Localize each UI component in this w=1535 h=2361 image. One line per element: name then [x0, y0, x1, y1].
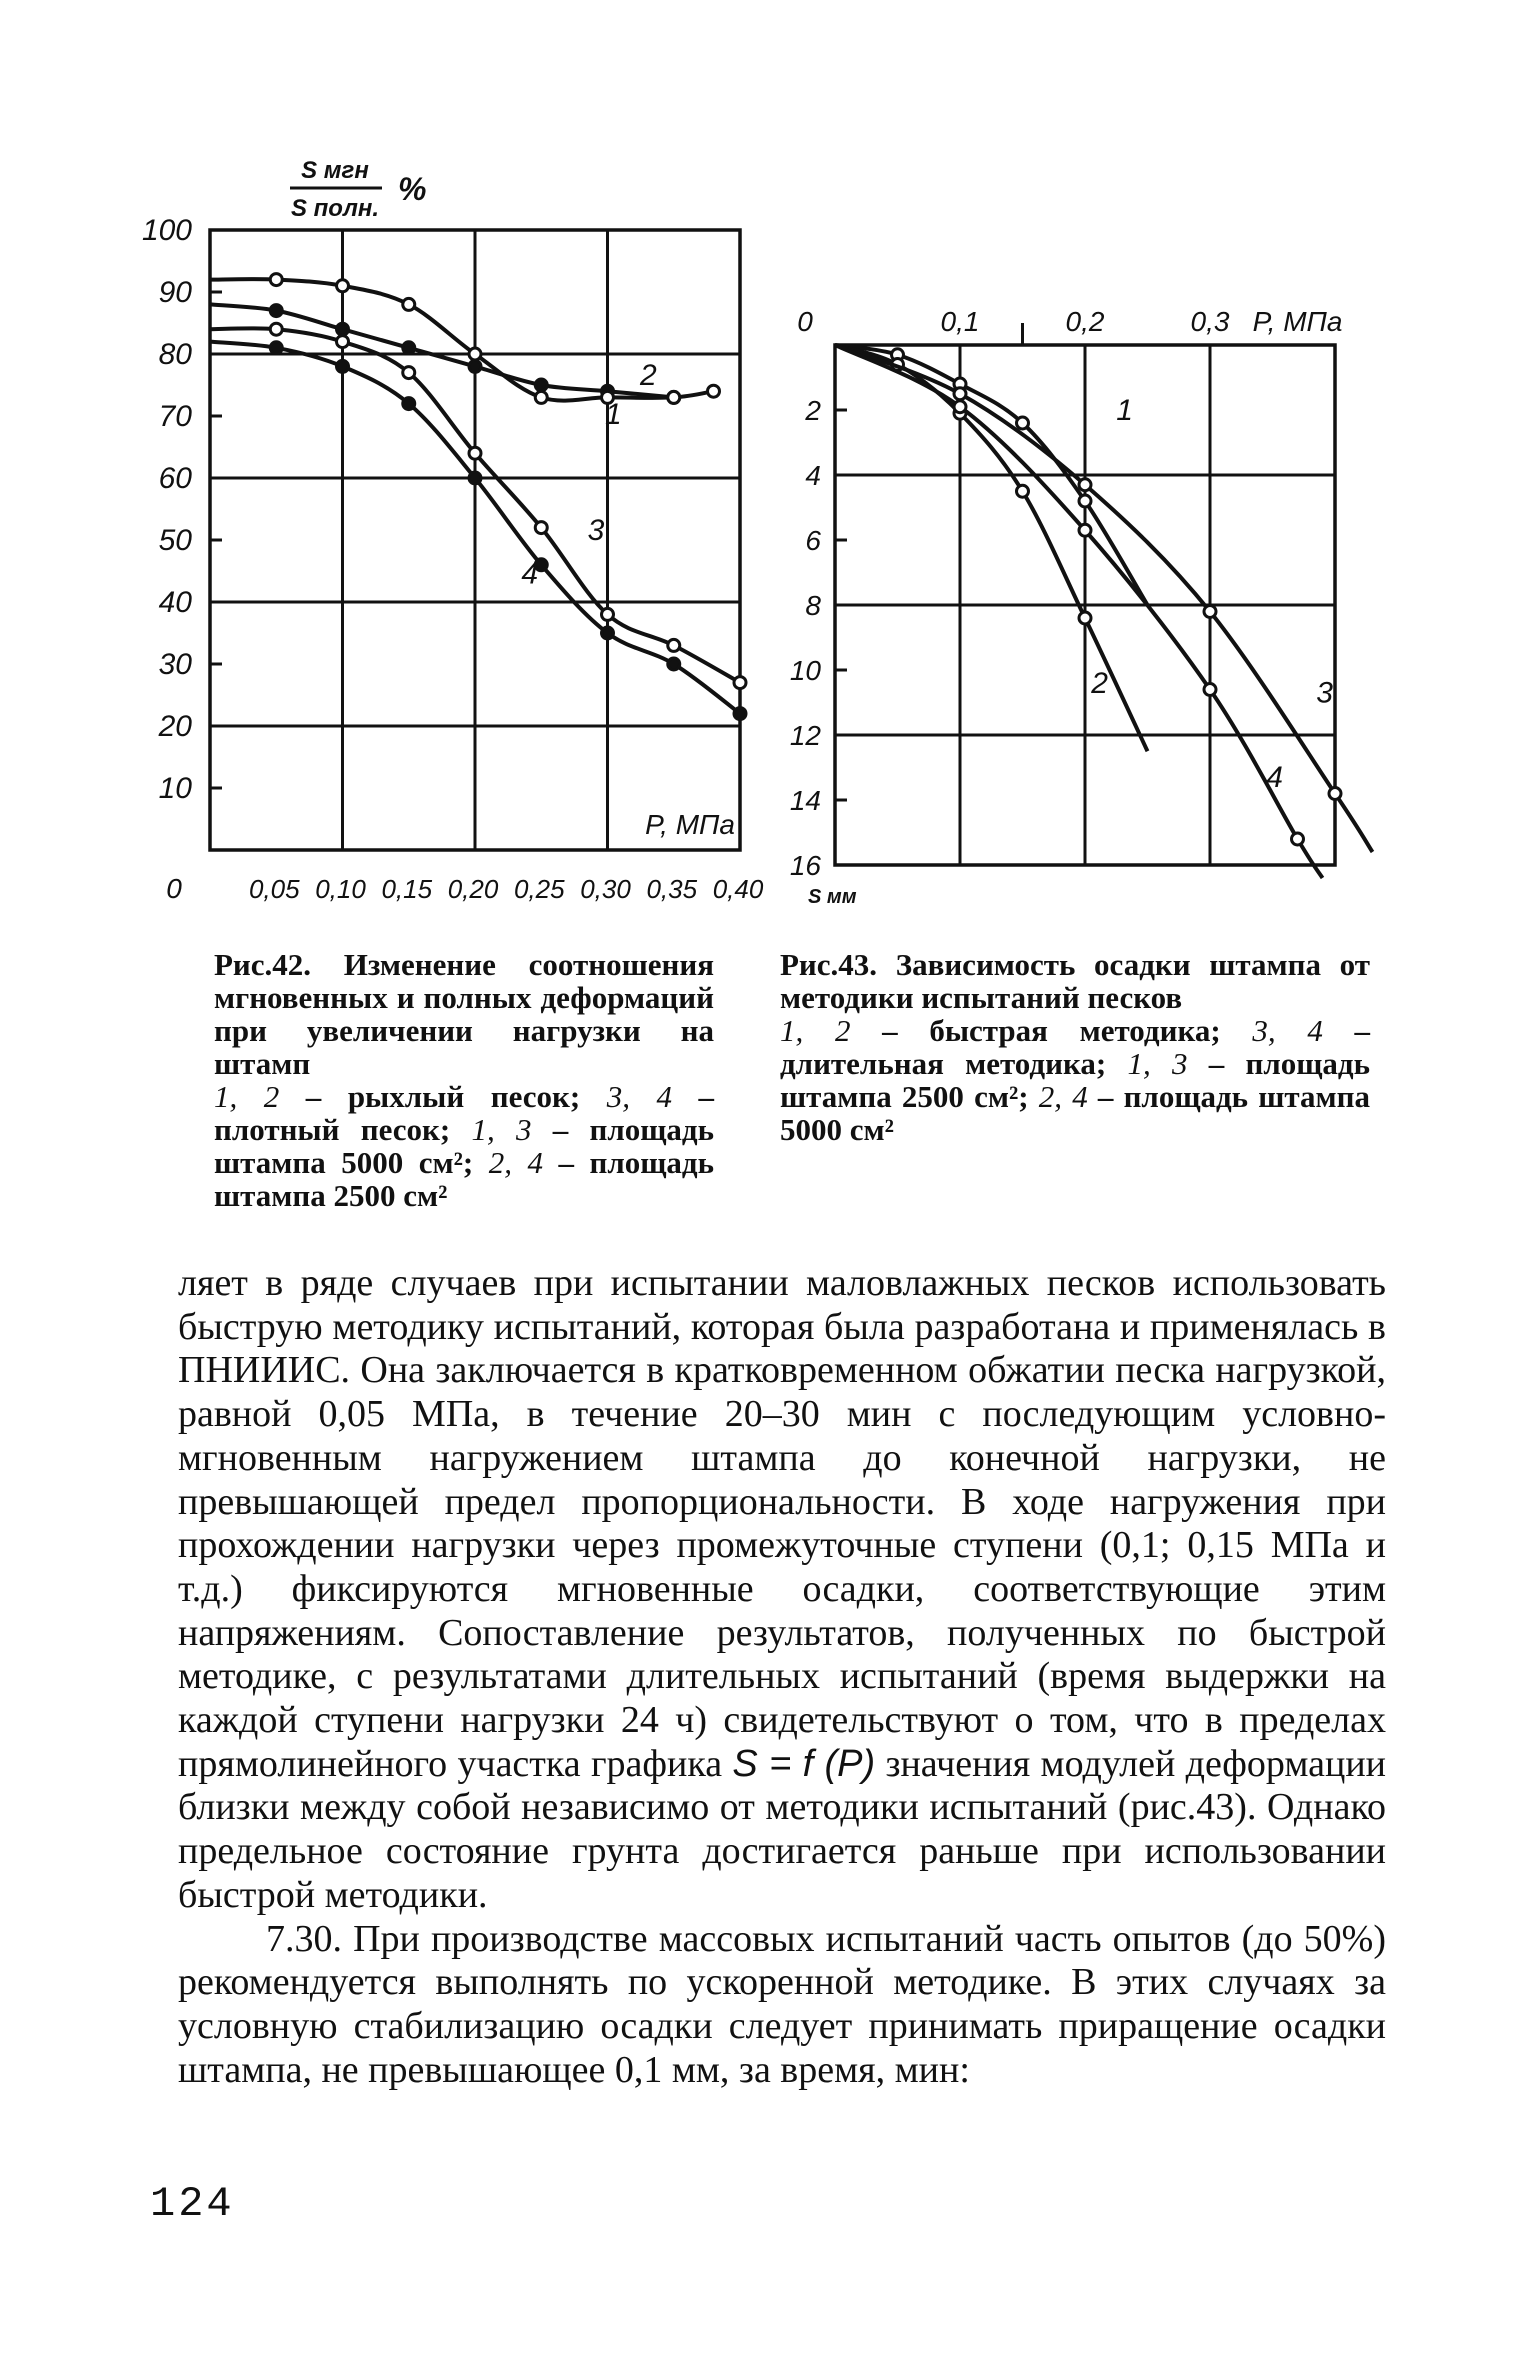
figure-43-labels: [790, 306, 1343, 908]
data-point-3: [602, 608, 614, 620]
data-point-4: [469, 472, 481, 484]
legend-text: – площадь штампа 5000 см²;: [214, 1112, 715, 1180]
legend-ref: 2, 4: [488, 1145, 543, 1180]
x-axis-label: P, МПа: [645, 809, 735, 840]
legend-text: – площадь штампа 5000 см²: [780, 1079, 1371, 1147]
figure-43-curves: [835, 345, 1373, 878]
figure-43-chart: [780, 295, 1410, 915]
data-point-1: [1079, 495, 1091, 507]
data-point-1: [1017, 417, 1029, 429]
x-tick-label: 0,3: [1190, 306, 1230, 337]
figure-42-caption: [214, 948, 714, 1212]
data-point-1: [403, 342, 415, 354]
origin-label: 0: [166, 873, 182, 904]
y-tick-label: 10: [789, 655, 821, 686]
curve-3: [835, 345, 1373, 852]
curve-4: [835, 345, 1323, 878]
curve-label-2: 2: [640, 359, 657, 392]
data-point-3: [668, 639, 680, 651]
figure-43-caption: [780, 948, 1370, 1146]
legend-text: – площадь штампа 2500 см²: [214, 1145, 714, 1213]
x-tick-label: 0,20: [447, 874, 499, 904]
y-axis-unit: %: [398, 171, 427, 207]
y-tick-label: 90: [158, 276, 192, 309]
body-paragraph-2: [178, 1918, 1386, 2093]
x-tick-label: 0,1: [940, 306, 980, 337]
y-tick-label: 12: [789, 720, 821, 751]
figure-42-chart: [141, 150, 764, 910]
data-point-4: [337, 360, 349, 372]
figure-42-caption-title: Рис.42. Изменение соотношения мгновенных и полных деформаций при увеличении нагрузки на штамп: [214, 947, 714, 1081]
formula-s-f-p: S = f (P): [732, 1742, 876, 1785]
data-point-3: [270, 323, 282, 335]
x-tick-label: 0,10: [315, 874, 366, 904]
data-point-3: [954, 388, 966, 400]
figure-42-caption-legend: [214, 1080, 714, 1212]
data-point-2: [469, 348, 481, 360]
legend-text: – плотный песок;: [214, 1079, 715, 1147]
data-point-2: [403, 298, 415, 310]
y-tick-label: 30: [158, 648, 192, 681]
y-tick-label: 2: [805, 395, 821, 426]
curve-label-3: 3: [1316, 676, 1333, 710]
data-point-3: [535, 522, 547, 534]
y-tick-label: 70: [158, 400, 192, 433]
data-point-4: [1204, 684, 1216, 696]
legend-text: – быстрая методика;: [850, 1013, 1253, 1048]
data-point-4: [403, 398, 415, 410]
data-point-2: [708, 385, 720, 397]
paragraph-text: При производстве массовых испытаний часть опытов (до 50%) рекомендуется выполнять по ускоренной методике. В этих случаях за условную стабилизацию осадки следует принимать приращение осадки штампа, не превышающее 0,1 мм, за время, мин:: [178, 1917, 1386, 2091]
data-point-2: [535, 391, 547, 403]
y-tick-label: 10: [158, 772, 192, 805]
data-point-2: [270, 274, 282, 286]
figure-43-grid: [835, 323, 1335, 865]
curve-label-1: 1: [1116, 393, 1133, 427]
y-tick-label: 50: [158, 524, 192, 557]
data-point-3: [403, 367, 415, 379]
curve-label-4: 4: [521, 557, 539, 591]
data-point-3: [337, 336, 349, 348]
data-point-4: [270, 342, 282, 354]
y-tick-label: 8: [805, 590, 821, 621]
data-point-4: [1079, 524, 1091, 536]
y-tick-label: 60: [158, 462, 192, 495]
paragraph-text: значения модулей деформации близки между собой независимо от методики испытаний (рис.43). Однако предельное состояние грунта достигается раньше при использовании быстрой методики.: [178, 1742, 1386, 1916]
curve-2: [210, 279, 714, 400]
data-point-2: [1079, 612, 1091, 624]
paragraph-text: ляет в ряде случаев при испытании маловлажных песков использовать быструю методику испытаний, которая была разработана и применялась в ПНИИИС. Она заключается в кратковременном обжатии песка нагрузкой, равной 0,05 МПа, в течение 20–30 мин с последующим условно-мгновенным нагружением штампа до конечной нагрузки, не превышающей предел пропорциональности. В ходе нагружения при прохождении нагрузки через промежуточные ступени (0,1; 0,15 МПа и т.д.) фиксируются мгновенные осадки, соответствующие этим напряжениям. Сопоставление результатов, полученных по быстрой методике, с результатами длительных испытаний (время выдержки на каждой ступени нагрузки 24 ч) свидетельствуют о том, что в пределах прямолинейного участка графика: [178, 1262, 1386, 1785]
figure-43-caption-legend: [780, 1014, 1370, 1146]
data-point-4: [1292, 833, 1304, 845]
x-tick-label: 0,2: [1065, 306, 1105, 337]
x-tick-label: 0,25: [513, 874, 565, 904]
data-point-3: [469, 447, 481, 459]
x-tick-label: 0,30: [580, 874, 631, 904]
data-point-3: [1329, 788, 1341, 800]
y-axis-label-numerator: S мгн: [301, 157, 369, 184]
y-tick-label: 16: [789, 850, 821, 881]
legend-ref: 1, 3: [1127, 1046, 1188, 1081]
figure-42-grid: [210, 230, 740, 850]
data-point-4: [734, 708, 746, 720]
data-point-4: [668, 658, 680, 670]
data-point-3: [1079, 479, 1091, 491]
data-point-4: [954, 401, 966, 413]
curve-label-1: 1: [605, 397, 622, 431]
y-tick-label: 6: [805, 525, 821, 556]
data-point-2: [668, 391, 680, 403]
legend-ref: 3, 4: [606, 1079, 672, 1114]
body-paragraph-1: [178, 1262, 1386, 1918]
x-tick-label: 0,05: [248, 874, 300, 904]
x-tick-label: 0,40: [712, 874, 764, 904]
legend-ref: 1, 2: [214, 1079, 280, 1114]
y-tick-label: 14: [789, 785, 821, 816]
curve-label-2: 2: [1091, 666, 1108, 700]
figure-42-curves: [210, 274, 746, 720]
curve-label-3: 3: [587, 514, 605, 547]
y-axis-label: S мм: [808, 886, 857, 908]
y-tick-label: 80: [158, 338, 192, 371]
data-point-2: [1017, 485, 1029, 497]
data-point-1: [535, 379, 547, 391]
x-tick-label: 0,15: [381, 874, 433, 904]
legend-ref: 1, 3: [471, 1112, 532, 1147]
data-point-1: [469, 360, 481, 372]
legend-ref: 2, 4: [1038, 1079, 1088, 1114]
legend-text: – длительная методика;: [780, 1013, 1371, 1081]
legend-ref: 1, 2: [780, 1013, 851, 1048]
data-point-1: [270, 305, 282, 317]
data-point-3: [734, 677, 746, 689]
y-tick-label: 100: [141, 214, 192, 247]
y-tick-label: 40: [158, 586, 192, 619]
y-tick-label: 4: [805, 460, 821, 491]
legend-text: – рыхлый песок;: [279, 1079, 607, 1114]
data-point-1: [337, 323, 349, 335]
section-number: 7.30.: [266, 1917, 342, 1960]
page-number: 124: [150, 2180, 235, 2228]
curve-label-4: 4: [1266, 761, 1283, 794]
y-tick-label: 20: [158, 710, 192, 743]
figure-43-caption-title: Рис.43. Зависимость осадки штампа от методики испытаний песков: [780, 947, 1370, 1015]
legend-text: – площадь штампа 2500 см²;: [780, 1046, 1371, 1114]
y-axis-label-denominator: S полн.: [290, 195, 380, 222]
x-tick-label: 0,35: [646, 874, 698, 904]
origin-label: 0: [797, 306, 813, 337]
body-text: [178, 1262, 1386, 2092]
data-point-3: [1204, 606, 1216, 618]
data-point-4: [602, 627, 614, 639]
x-axis-label: P, МПа: [1252, 306, 1343, 337]
legend-ref: 3, 4: [1252, 1013, 1323, 1048]
figure-42-labels: [142, 157, 764, 904]
data-point-2: [337, 280, 349, 292]
